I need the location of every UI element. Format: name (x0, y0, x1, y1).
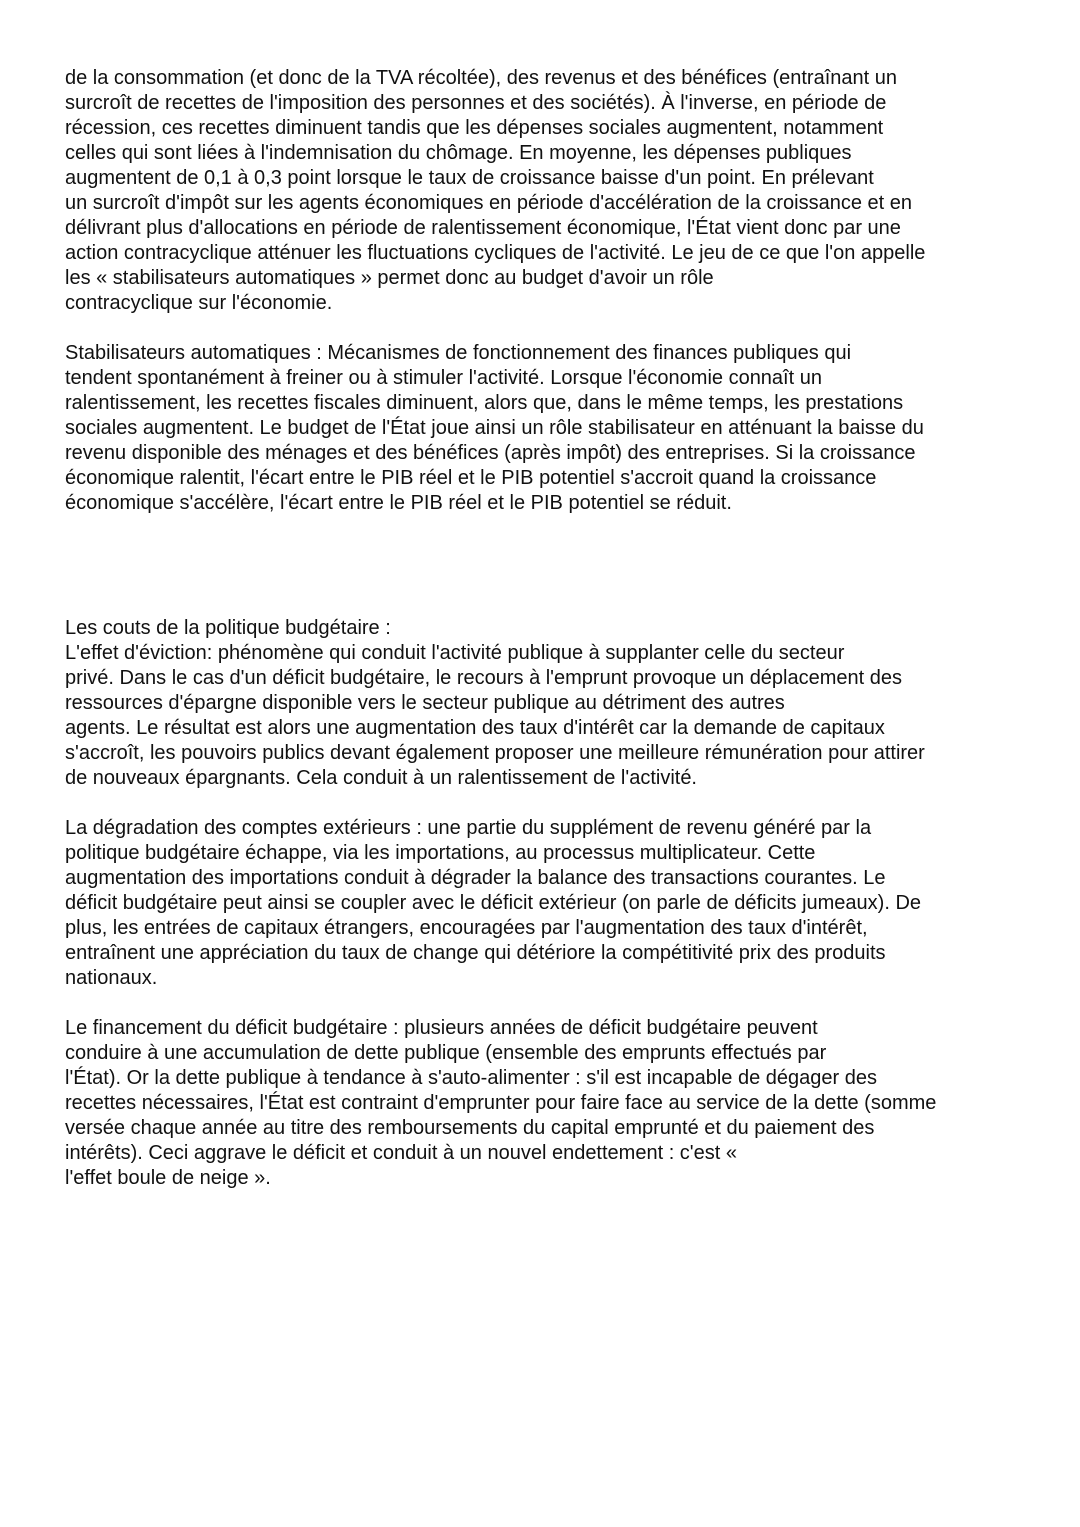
text-line: économique ralentit, l'écart entre le PIB réel et le PIB potentiel s'accroit quand la croissance (65, 467, 877, 489)
paragraph-effet-eviction (65, 616, 1055, 791)
text-line: récession, ces recettes diminuent tandis que les dépenses sociales augmentent, notamment (65, 117, 884, 139)
text-line: un surcroît d'impôt sur les agents économiques en période d'accélération de la croissance et en (65, 192, 913, 214)
text-line: versée chaque année au titre des remboursements du capital emprunté et du paiement des (65, 1117, 875, 1139)
text-line: recettes nécessaires, l'État est contraint d'emprunter pour faire face au service de la dette (somme (65, 1092, 937, 1114)
text-line: Stabilisateurs automatiques : Mécanismes de fonctionnement des finances publiques qui (65, 342, 852, 364)
text-line: L'effet d'éviction: phénomène qui conduit l'activité publique à supplanter celle du secteur (65, 642, 845, 664)
text-line: Le financement du déficit budgétaire : plusieurs années de déficit budgétaire peuvent (65, 1017, 818, 1039)
text-line: intérêts). Ceci aggrave le déficit et conduit à un nouvel endettement : c'est « (65, 1142, 737, 1164)
paragraph-financement-deficit (65, 1016, 1055, 1191)
text-line: agents. Le résultat est alors une augmentation des taux d'intérêt car la demande de capitaux (65, 717, 885, 739)
text-line: de nouveaux épargnants. Cela conduit à un ralentissement de l'activité. (65, 767, 697, 789)
text-line: ressources d'épargne disponible vers le secteur publique au détriment des autres (65, 692, 785, 714)
text-line: de la consommation (et donc de la TVA récoltée), des revenus et des bénéfices (entraînant un (65, 67, 897, 89)
text-line: sociales augmentent. Le budget de l'État joue ainsi un rôle stabilisateur en atténuant la baisse du (65, 417, 924, 439)
text-line: s'accroît, les pouvoirs publics devant également proposer une meilleure rémunération pour attirer (65, 742, 925, 764)
paragraph-comptes-exterieurs (65, 816, 1055, 991)
text-line: augmentation des importations conduit à dégrader la balance des transactions courantes. Le (65, 867, 886, 889)
text-line: plus, les entrées de capitaux étrangers, encouragées par l'augmentation des taux d'intérêt, (65, 917, 868, 939)
paragraph-stabilisateurs-automatiques (65, 341, 1055, 516)
text-line: contracyclique sur l'économie. (65, 292, 333, 314)
text-line: l'effet boule de neige ». (65, 1167, 271, 1189)
text-line: action contracyclique atténuer les fluctuations cycliques de l'activité. Le jeu de ce que l'on appelle (65, 242, 926, 264)
paragraph-stabilisation-intro (65, 66, 1055, 316)
text-line: les « stabilisateurs automatiques » permet donc au budget d'avoir un rôle (65, 267, 714, 289)
text-line: ralentissement, les recettes fiscales diminuent, alors que, dans le même temps, les prestations (65, 392, 904, 414)
text-line: surcroît de recettes de l'imposition des personnes et des sociétés). À l'inverse, en période de (65, 92, 887, 114)
text-line: économique s'accélère, l'écart entre le PIB réel et le PIB potentiel se réduit. (65, 492, 732, 514)
text-line: La dégradation des comptes extérieurs : une partie du supplément de revenu généré par la (65, 817, 872, 839)
text-line: l'État). Or la dette publique à tendance à s'auto-alimenter : s'il est incapable de dégager des (65, 1067, 877, 1089)
text-line: augmentent de 0,1 à 0,3 point lorsque le taux de croissance baisse d'un point. En prélevant (65, 167, 874, 189)
text-line: celles qui sont liées à l'indemnisation du chômage. En moyenne, les dépenses publiques (65, 142, 852, 164)
text-line: conduire à une accumulation de dette publique (ensemble des emprunts effectués par (65, 1042, 827, 1064)
text-line: privé. Dans le cas d'un déficit budgétaire, le recours à l'emprunt provoque un déplacement des (65, 667, 903, 689)
text-line: revenu disponible des ménages et des bénéfices (après impôt) des entreprises. Si la croissance (65, 442, 916, 464)
text-line: délivrant plus d'allocations en période de ralentissement économique, l'État vient donc par une (65, 217, 901, 239)
text-line: politique budgétaire échappe, via les importations, au processus multiplicateur. Cette (65, 842, 816, 864)
text-line: entraînent une appréciation du taux de change qui détériore la compétitivité prix des produits (65, 942, 886, 964)
text-line: déficit budgétaire peut ainsi se coupler avec le déficit extérieur (on parle de déficits jumeaux). De (65, 892, 922, 914)
text-line: nationaux. (65, 967, 158, 989)
text-line: tendent spontanément à freiner ou à stimuler l'activité. Lorsque l'économie connaît un (65, 367, 822, 389)
section-heading: Les couts de la politique budgétaire : (65, 617, 391, 639)
